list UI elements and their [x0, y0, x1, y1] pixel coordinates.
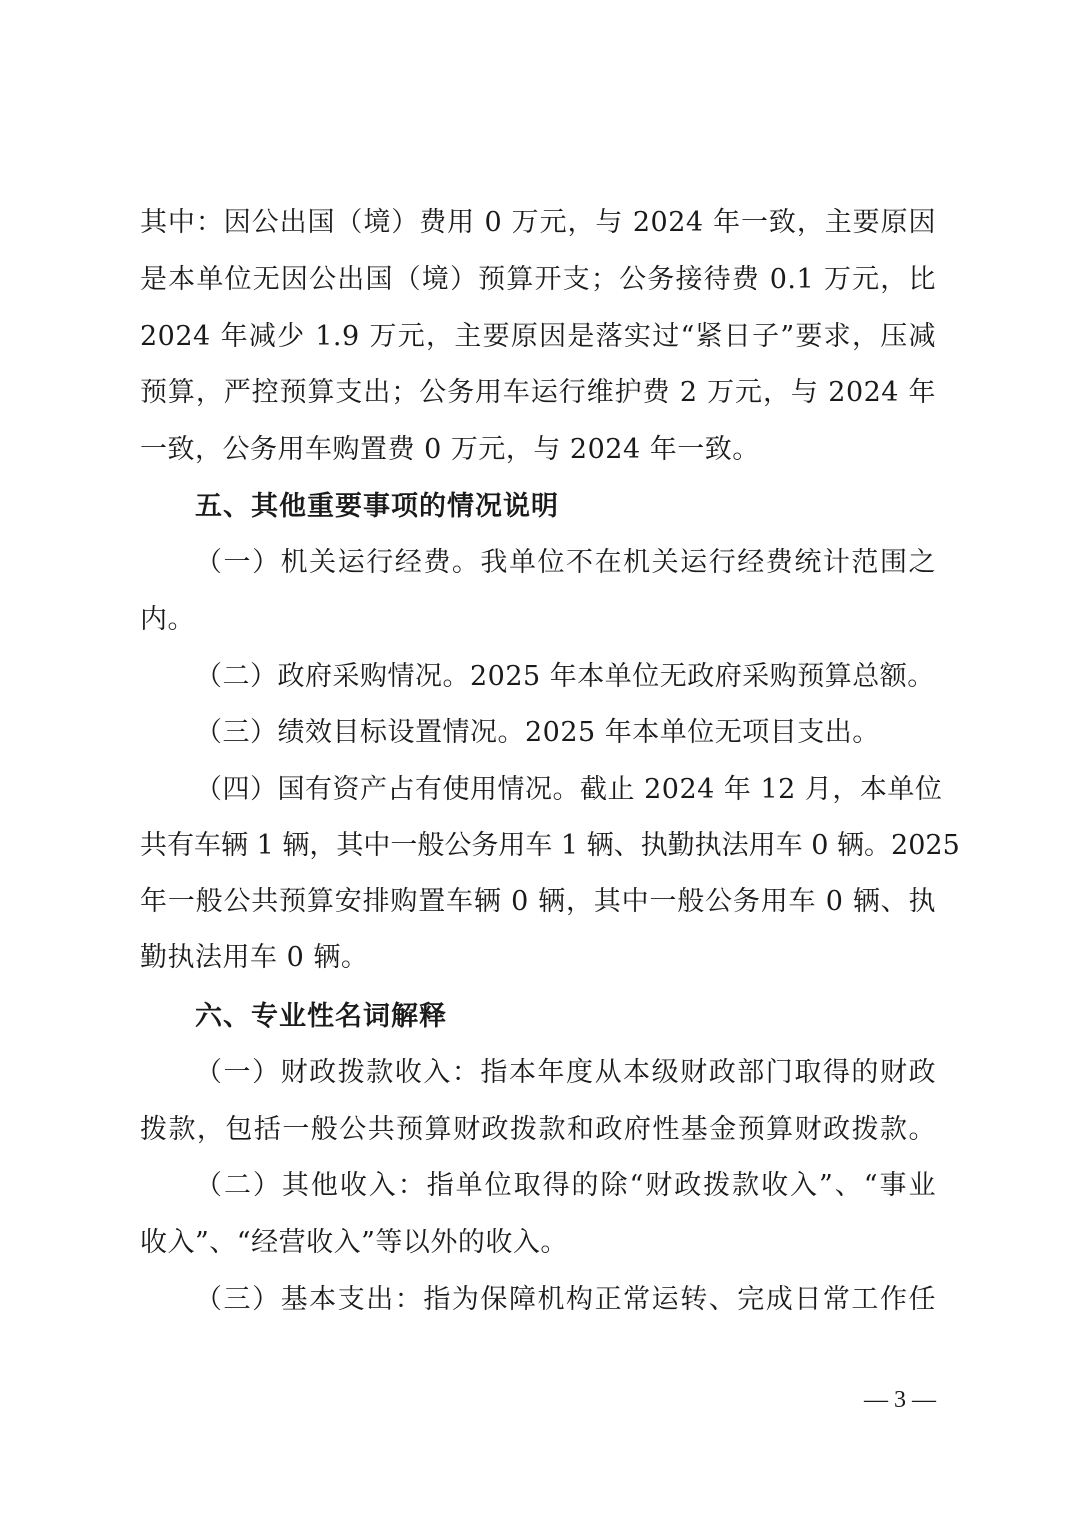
- item-text: 我单位不在机关运行经费统计范围之: [480, 547, 937, 578]
- item-text: 截止 2024 年 12 月，本单位: [580, 774, 943, 805]
- item-text: 指为保障机构正常运转、完成日常工作任: [423, 1284, 937, 1315]
- paragraph-line: 是本单位无因公出国（境）预算开支；公务接待费 0.1 万元，比: [140, 264, 936, 295]
- item-lead: （一）财政拨款收入：: [195, 1057, 481, 1088]
- paragraph-line: 预算，严控预算支出；公务用车运行维护费 2 万元，与 2024 年: [140, 377, 936, 408]
- page-number: — 3 —: [864, 1387, 936, 1413]
- paragraph-line: 勤执法用车 0 辆。: [140, 942, 369, 973]
- paragraph-line: 共有车辆 1 辆，其中一般公务用车 1 辆、执勤执法用车 0 辆。2025: [140, 830, 960, 861]
- item-lead: （二）政府采购情况。: [195, 661, 470, 692]
- paragraph-line: [195, 1168, 936, 1204]
- paragraph-line: [195, 715, 936, 751]
- item-text: 指本年度从本级财政部门取得的财政: [480, 1057, 937, 1088]
- section-heading: 六、专业性名词解释: [195, 1001, 447, 1032]
- item-lead: （四）国有资产占有使用情况。: [195, 774, 580, 805]
- item-text: 2025 年本单位无项目支出。: [525, 717, 880, 748]
- paragraph-line: [195, 545, 936, 581]
- item-text: 指单位取得的除“财政拨款收入”、“事业: [426, 1170, 936, 1201]
- paragraph-line: [195, 1055, 936, 1091]
- item-lead: （二）其他收入：: [195, 1170, 427, 1201]
- paragraph-line: 2024 年减少 1.9 万元，主要原因是落实过“紧日子”要求，压减: [140, 321, 936, 352]
- section-heading: 五、其他重要事项的情况说明: [195, 491, 559, 522]
- item-lead: （一）机关运行经费。: [195, 547, 481, 578]
- paragraph-line: [195, 659, 936, 695]
- item-text: 2025 年本单位无政府采购预算总额。: [470, 661, 935, 692]
- item-lead: （三）绩效目标设置情况。: [195, 717, 525, 748]
- paragraph-line: 年一般公共预算安排购置车辆 0 辆，其中一般公务用车 0 辆、执: [140, 886, 936, 917]
- paragraph-line: 一致，公务用车购置费 0 万元，与 2024 年一致。: [140, 434, 760, 465]
- paragraph-line: [195, 1282, 936, 1318]
- paragraph-line: 内。: [140, 604, 195, 635]
- paragraph-line: 拨款，包括一般公共预算财政拨款和政府性基金预算财政拨款。: [140, 1114, 936, 1145]
- paragraph-line: 其中：因公出国（境）费用 0 万元，与 2024 年一致，主要原因: [140, 207, 936, 238]
- paragraph-line: 收入”、“经营收入”等以外的收入。: [140, 1227, 568, 1258]
- item-lead: （三）基本支出：: [195, 1284, 424, 1315]
- paragraph-line: [195, 772, 943, 808]
